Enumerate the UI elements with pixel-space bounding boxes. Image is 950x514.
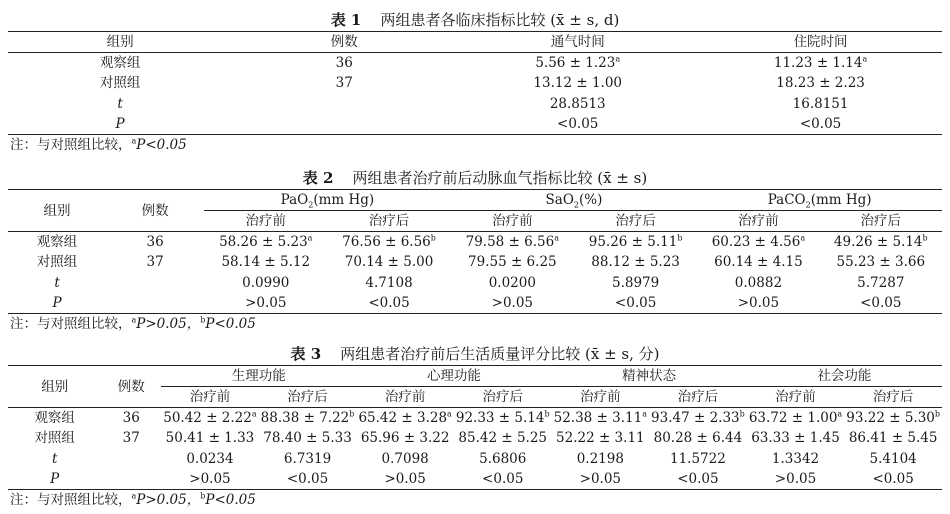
cell-value: 88.38 ± 7.22 — [260, 410, 350, 426]
cell-value: 78.40 ± 5.33 — [263, 430, 352, 447]
cell-value: 65.42 ± 3.28 — [358, 410, 448, 426]
cell-value: 65.96 ± 3.22 — [360, 430, 450, 447]
table-1-footnote — [8, 135, 942, 155]
cell-value: <0.05 — [557, 116, 599, 132]
row-label: 观察组 — [34, 410, 75, 426]
row-label: t — [51, 450, 58, 467]
footnote-text: P<0.05 — [136, 137, 187, 153]
footnote-sup: b — [200, 315, 206, 325]
count-cell — [106, 273, 204, 294]
value-cell — [574, 252, 697, 273]
cell-value: 0.7098 — [381, 450, 429, 467]
cell-value: 93.22 ± 5.30 — [846, 410, 935, 426]
table-3-subheader-cell: 治疗后 — [259, 387, 357, 408]
table-2-number: 表 2 — [302, 169, 334, 187]
value-cell — [552, 449, 650, 470]
table-2-header-cell: 组别 — [8, 190, 106, 232]
table-row — [8, 73, 942, 94]
cell-value: 50.42 ± 2.22 — [163, 410, 252, 426]
cell-value: <0.05 — [677, 471, 719, 487]
count-cell — [101, 449, 161, 470]
value-cell — [820, 232, 942, 253]
table-3-subheader-cell: 治疗前 — [161, 387, 259, 408]
count-cell: 37 — [335, 75, 353, 92]
table-row — [8, 293, 942, 314]
cell-value: 60.23 ± 4.56 — [711, 234, 801, 250]
table-2-subheader-cell: 治疗后 — [820, 211, 942, 232]
group-label: (mm Hg) — [313, 192, 375, 208]
value-cell — [259, 408, 357, 429]
value-cell — [456, 53, 699, 74]
value-cell — [699, 94, 942, 115]
table-2-subheader-cell: 治疗前 — [697, 211, 819, 232]
value-cell — [697, 293, 819, 314]
table-3-caption — [8, 343, 942, 365]
value-cell — [356, 469, 454, 490]
table-2-title: 两组患者治疗前后动脉血气指标比较 (x̄ ± s) — [352, 169, 648, 187]
table-3-grid — [8, 365, 942, 490]
value-cell — [327, 232, 450, 253]
table-3-group-header: 精神状态 — [552, 366, 747, 387]
value-cell — [820, 273, 942, 294]
value-cell — [451, 273, 574, 294]
cell-value: 4.7108 — [365, 274, 413, 291]
value-cell — [820, 252, 942, 273]
cell-superscript: a — [554, 233, 560, 243]
footnote-sup: a — [131, 136, 137, 146]
cell-value: 79.58 ± 6.56 — [465, 234, 555, 250]
value-cell — [456, 114, 699, 135]
table-row — [8, 469, 942, 490]
cell-value: >0.05 — [384, 471, 426, 487]
table-3-footnote — [8, 490, 942, 510]
cell-value: 80.28 ± 6.44 — [653, 430, 743, 447]
row-label: P — [52, 295, 62, 311]
value-cell — [161, 428, 259, 449]
value-cell — [649, 408, 747, 429]
count-cell — [232, 94, 456, 115]
cell-value: 0.0234 — [186, 450, 234, 467]
table-2-header-cell: 例数 — [106, 190, 204, 232]
value-cell — [456, 73, 699, 94]
cell-superscript: b — [349, 409, 355, 419]
table-row — [8, 232, 942, 253]
cell-value: 55.23 ± 3.66 — [836, 254, 926, 271]
value-cell — [454, 428, 552, 449]
table-1-header-cell: 组别 — [8, 32, 232, 53]
table-row — [8, 408, 942, 429]
table-2-subheader-cell: 治疗前 — [451, 211, 574, 232]
value-cell — [327, 293, 450, 314]
value-cell — [356, 449, 454, 470]
value-cell — [649, 428, 747, 449]
table-3-header-cell: 组别 — [8, 366, 101, 408]
table-row — [8, 114, 942, 135]
value-cell — [204, 273, 327, 294]
cell-value: 49.26 ± 5.14 — [833, 234, 923, 250]
value-cell — [697, 232, 819, 253]
cell-value: 0.0882 — [734, 274, 783, 291]
cell-value: <0.05 — [614, 295, 657, 311]
value-cell — [574, 293, 697, 314]
cell-value: <0.05 — [482, 471, 524, 487]
table-row — [8, 428, 942, 449]
value-cell — [820, 293, 942, 314]
value-cell — [747, 408, 845, 429]
cell-superscript: a — [642, 409, 648, 419]
cell-superscript: b — [922, 233, 928, 243]
table-1-header-cell: 通气时间 — [456, 32, 699, 53]
value-cell — [161, 449, 259, 470]
cell-value: 58.14 ± 5.12 — [221, 254, 311, 271]
row-label: 观察组 — [99, 55, 141, 71]
table-3-group-header: 社会功能 — [747, 366, 942, 387]
value-cell — [327, 273, 450, 294]
value-cell — [552, 428, 650, 449]
cell-value: 58.26 ± 5.23 — [219, 234, 308, 250]
value-cell — [699, 114, 942, 135]
value-cell — [649, 469, 747, 490]
cell-value: 18.23 ± 2.23 — [776, 75, 865, 92]
group-sub: 2 — [573, 200, 580, 210]
row-label: 对照组 — [34, 430, 75, 447]
footnote-sup: b — [200, 491, 206, 501]
count-cell — [101, 469, 161, 490]
table-1-title: 两组患者各临床指标比较 (x̄ ± s, d) — [380, 11, 620, 29]
value-cell — [649, 449, 747, 470]
cell-value: 28.8513 — [549, 95, 606, 112]
value-cell — [161, 469, 259, 490]
table-3-subheader-cell: 治疗前 — [747, 387, 845, 408]
footnote-text: 注：与对照组比较， — [10, 492, 132, 508]
value-cell — [844, 428, 942, 449]
cell-value: 88.12 ± 5.23 — [591, 254, 680, 271]
cell-value: 86.41 ± 5.45 — [848, 430, 938, 447]
value-cell — [552, 408, 650, 429]
cell-value: <0.05 — [368, 295, 410, 311]
table-2-caption — [8, 167, 942, 189]
cell-superscript: b — [739, 409, 745, 419]
table-3-subheader-cell: 治疗后 — [454, 387, 552, 408]
cell-superscript: b — [430, 233, 436, 243]
cell-superscript: a — [800, 233, 806, 243]
cell-value: 5.7287 — [857, 274, 905, 291]
cell-value: 52.38 ± 3.11 — [553, 410, 643, 426]
value-cell — [259, 469, 357, 490]
value-cell — [574, 232, 697, 253]
footnote-sup: a — [131, 491, 137, 501]
footnote-sup: a — [131, 315, 137, 325]
cell-value: >0.05 — [737, 295, 780, 311]
cell-value: 13.12 ± 1.00 — [533, 75, 623, 92]
value-cell — [451, 232, 574, 253]
count-cell: 36 — [146, 234, 164, 250]
footnote-text: P<0.05 — [205, 492, 256, 508]
value-cell — [356, 428, 454, 449]
table-2-subheader-cell: 治疗后 — [574, 211, 697, 232]
cell-value: >0.05 — [579, 471, 622, 487]
value-cell — [574, 273, 697, 294]
row-label: P — [50, 471, 60, 487]
count-cell — [106, 293, 204, 314]
table-3-title: 两组患者治疗前后生活质量评分比较 (x̄ ± s, 分) — [340, 345, 660, 363]
table-2-footnote — [8, 314, 942, 334]
cell-superscript: a — [862, 54, 868, 64]
footnote-text: P>0.05， — [136, 492, 201, 508]
cell-value: 16.8151 — [792, 95, 849, 112]
cell-superscript: a — [447, 409, 452, 419]
cell-superscript: b — [544, 409, 550, 419]
value-cell — [697, 273, 819, 294]
value-cell — [454, 469, 552, 490]
group-label: PaCO — [767, 192, 806, 208]
value-cell — [697, 252, 819, 273]
cell-value: 5.8979 — [611, 274, 660, 291]
table-2-grid — [8, 189, 942, 314]
cell-value: <0.05 — [860, 295, 902, 311]
cell-value: 70.14 ± 5.00 — [344, 254, 434, 271]
cell-value: 52.22 ± 3.11 — [556, 430, 645, 447]
table-3-group-header: 生理功能 — [161, 366, 356, 387]
row-label: t — [54, 274, 60, 291]
table-1 — [8, 9, 942, 155]
cell-superscript: a — [307, 233, 313, 243]
table-3-group-header: 心理功能 — [356, 366, 551, 387]
table-row — [8, 252, 942, 273]
value-cell — [259, 428, 357, 449]
footnote-text: P<0.05 — [205, 316, 256, 332]
cell-superscript: a — [615, 54, 621, 64]
table-2-group-header — [697, 190, 942, 211]
table-row — [8, 273, 942, 294]
table-1-number: 表 1 — [330, 11, 362, 29]
value-cell — [844, 408, 942, 429]
footnote-text: P>0.05， — [136, 316, 201, 332]
table-3-group-header-row — [8, 366, 942, 387]
cell-value: 0.2198 — [576, 450, 624, 467]
table-1-grid — [8, 31, 942, 135]
cell-value: 93.47 ± 2.33 — [651, 410, 740, 426]
row-label: 观察组 — [36, 234, 78, 250]
cell-value: 5.6806 — [479, 450, 527, 467]
value-cell — [844, 469, 942, 490]
group-label: SaO — [545, 192, 574, 208]
cell-value: >0.05 — [774, 471, 817, 487]
cell-value: >0.05 — [245, 295, 287, 311]
value-cell — [259, 449, 357, 470]
cell-superscript: b — [934, 409, 941, 419]
table-3-number: 表 3 — [290, 345, 322, 363]
table-2-group-header — [451, 190, 698, 211]
value-cell — [747, 449, 845, 470]
count-cell: 37 — [146, 254, 164, 271]
value-cell — [327, 252, 450, 273]
table-row — [8, 53, 942, 74]
count-cell: 36 — [122, 410, 140, 426]
value-cell — [204, 232, 327, 253]
value-cell — [454, 408, 552, 429]
cell-value: <0.05 — [286, 471, 329, 487]
row-label: 对照组 — [99, 75, 141, 92]
value-cell — [699, 73, 942, 94]
cell-value: <0.05 — [872, 471, 914, 487]
row-label: 对照组 — [36, 254, 78, 271]
cell-value: 95.26 ± 5.11 — [588, 234, 678, 250]
cell-value: 6.7319 — [283, 450, 332, 467]
table-row — [8, 449, 942, 470]
group-sub: 2 — [805, 200, 811, 210]
value-cell — [451, 293, 574, 314]
table-2 — [8, 167, 942, 334]
footnote-text: 注：与对照组比较， — [10, 137, 132, 153]
table-2-subheader-cell: 治疗前 — [204, 211, 327, 232]
table-1-header-cell: 例数 — [232, 32, 456, 53]
cell-value: >0.05 — [189, 471, 231, 487]
cell-value: 63.33 ± 1.45 — [751, 430, 840, 447]
value-cell — [356, 408, 454, 429]
table-2-group-header — [204, 190, 451, 211]
cell-value: 0.0200 — [488, 274, 536, 291]
value-cell — [161, 408, 259, 429]
table-2-subheader-cell: 治疗后 — [327, 211, 450, 232]
value-cell — [747, 428, 845, 449]
value-cell — [844, 449, 942, 470]
cell-value: 11.5722 — [670, 450, 726, 467]
cell-superscript: a — [837, 409, 843, 419]
table-1-header-cell: 住院时间 — [699, 32, 942, 53]
table-3-header-cell: 例数 — [101, 366, 161, 408]
value-cell — [552, 469, 650, 490]
row-label: P — [115, 116, 125, 132]
value-cell — [699, 53, 942, 74]
count-cell — [232, 114, 456, 135]
cell-value: <0.05 — [799, 116, 842, 132]
group-sub: 2 — [308, 200, 314, 210]
group-label: PaO — [280, 192, 309, 208]
cell-value: 85.42 ± 5.25 — [458, 430, 548, 447]
value-cell — [204, 252, 327, 273]
table-3-subheader-cell: 治疗前 — [552, 387, 650, 408]
table-1-caption — [8, 9, 942, 31]
cell-value: 5.56 ± 1.23 — [535, 55, 616, 71]
cell-value: 76.56 ± 6.56 — [342, 234, 431, 250]
table-3-subheader-cell: 治疗后 — [844, 387, 942, 408]
value-cell — [747, 469, 845, 490]
cell-value: >0.05 — [491, 295, 534, 311]
cell-superscript: b — [677, 233, 683, 243]
value-cell — [456, 94, 699, 115]
table-row — [8, 94, 942, 115]
table-3-subheader-cell: 治疗后 — [649, 387, 747, 408]
cell-value: 92.33 ± 5.14 — [455, 410, 545, 426]
count-cell: 36 — [335, 55, 353, 71]
cell-value: 1.3342 — [771, 450, 820, 467]
cell-value: 11.23 ± 1.14 — [773, 55, 863, 71]
table-3 — [8, 343, 942, 510]
cell-value: 5.4104 — [869, 450, 917, 467]
cell-value: 60.14 ± 4.15 — [714, 254, 803, 271]
count-cell: 37 — [122, 430, 140, 447]
table-1-header-row — [8, 32, 942, 53]
row-label: t — [117, 95, 123, 112]
table-2-group-header-row — [8, 190, 942, 211]
value-cell — [451, 252, 574, 273]
cell-superscript: a — [251, 409, 257, 419]
table-3-subheader-cell: 治疗前 — [356, 387, 454, 408]
cell-value: 50.41 ± 1.33 — [165, 430, 255, 447]
footnote-text: 注：与对照组比较， — [10, 316, 132, 332]
cell-value: 63.72 ± 1.00 — [748, 410, 838, 426]
value-cell — [454, 449, 552, 470]
cell-value: 79.55 ± 6.25 — [468, 254, 557, 271]
value-cell — [204, 293, 327, 314]
group-label: (%) — [579, 192, 603, 208]
cell-value: 0.0990 — [242, 274, 290, 291]
group-label: (mm Hg) — [810, 192, 872, 208]
